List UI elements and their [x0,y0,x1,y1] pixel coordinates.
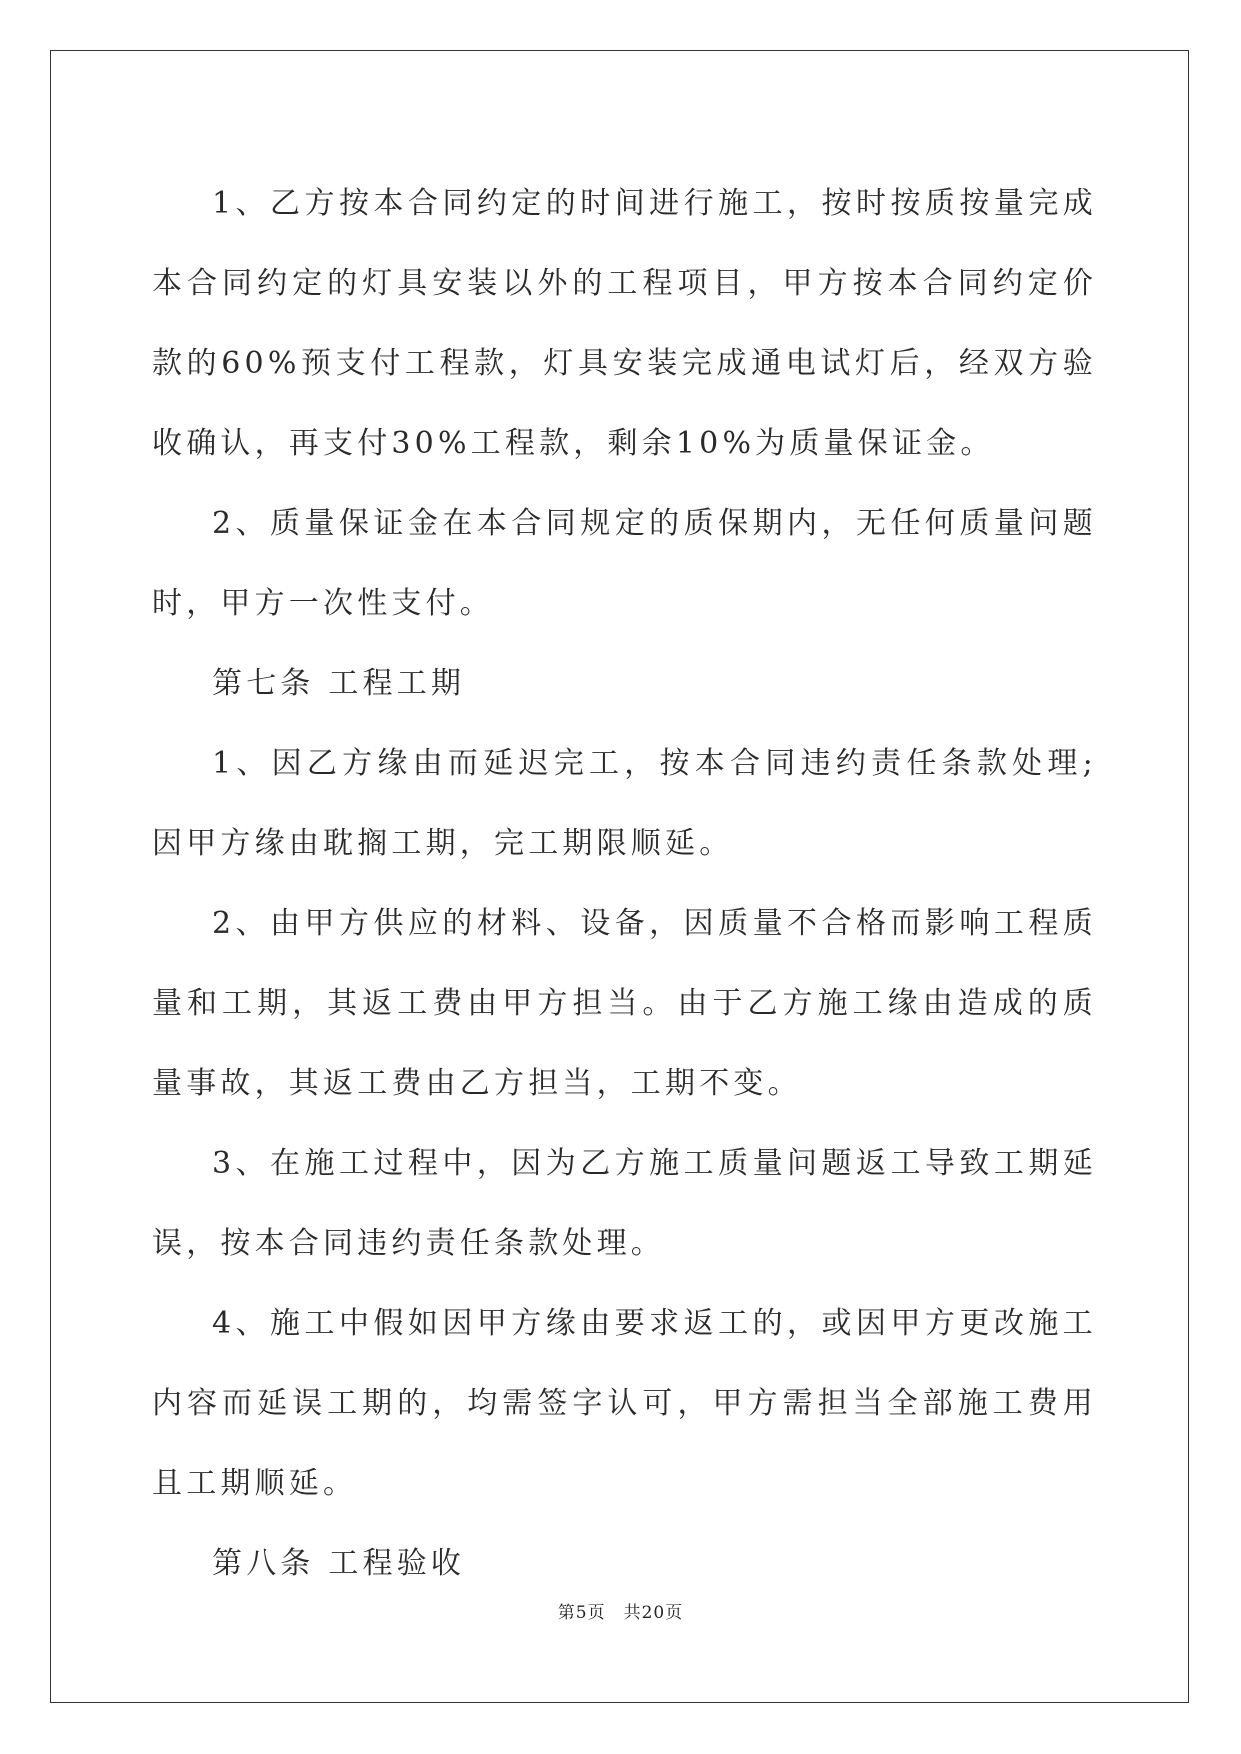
page-footer [0,1598,1241,1623]
document-body [152,164,1097,1604]
page-number: 第5页 [557,1603,606,1623]
paragraph-schedule-1: 1、因乙方缘由而延迟完工，按本合同违约责任条款处理;因甲方缘由耽搁工期，完工期限顺延。 [152,746,1097,861]
section-heading-article-7: 第七条 工程工期 [212,666,466,701]
section-heading-article-8: 第八条 工程验收 [212,1546,466,1581]
page-total: 共20页 [623,1603,684,1623]
paragraph-payment-2: 2、质量保证金在本合同规定的质保期内，无任何质量问题时，甲方一次性支付。 [152,506,1097,621]
paragraph-schedule-4: 4、施工中假如因甲方缘由要求返工的，或因甲方更改施工内容而延误工期的，均需签字认可，甲方需担当全部施工费用且工期顺延。 [152,1306,1097,1501]
paragraph-schedule-2: 2、由甲方供应的材料、设备，因质量不合格而影响工程质量和工期，其返工费由甲方担当。由于乙方施工缘由造成的质量事故，其返工费由乙方担当，工期不变。 [152,906,1097,1101]
paragraph-payment-1: 1、乙方按本合同约定的时间进行施工，按时按质按量完成本合同约定的灯具安装以外的工程项目，甲方按本合同约定价款的60%预支付工程款，灯具安装完成通电试灯后，经双方验收确认，再支付30%工程款，剩余10%为质量保证金。 [152,186,1097,461]
paragraph-schedule-3: 3、在施工过程中，因为乙方施工质量问题返工导致工期延误，按本合同违约责任条款处理。 [152,1146,1097,1261]
